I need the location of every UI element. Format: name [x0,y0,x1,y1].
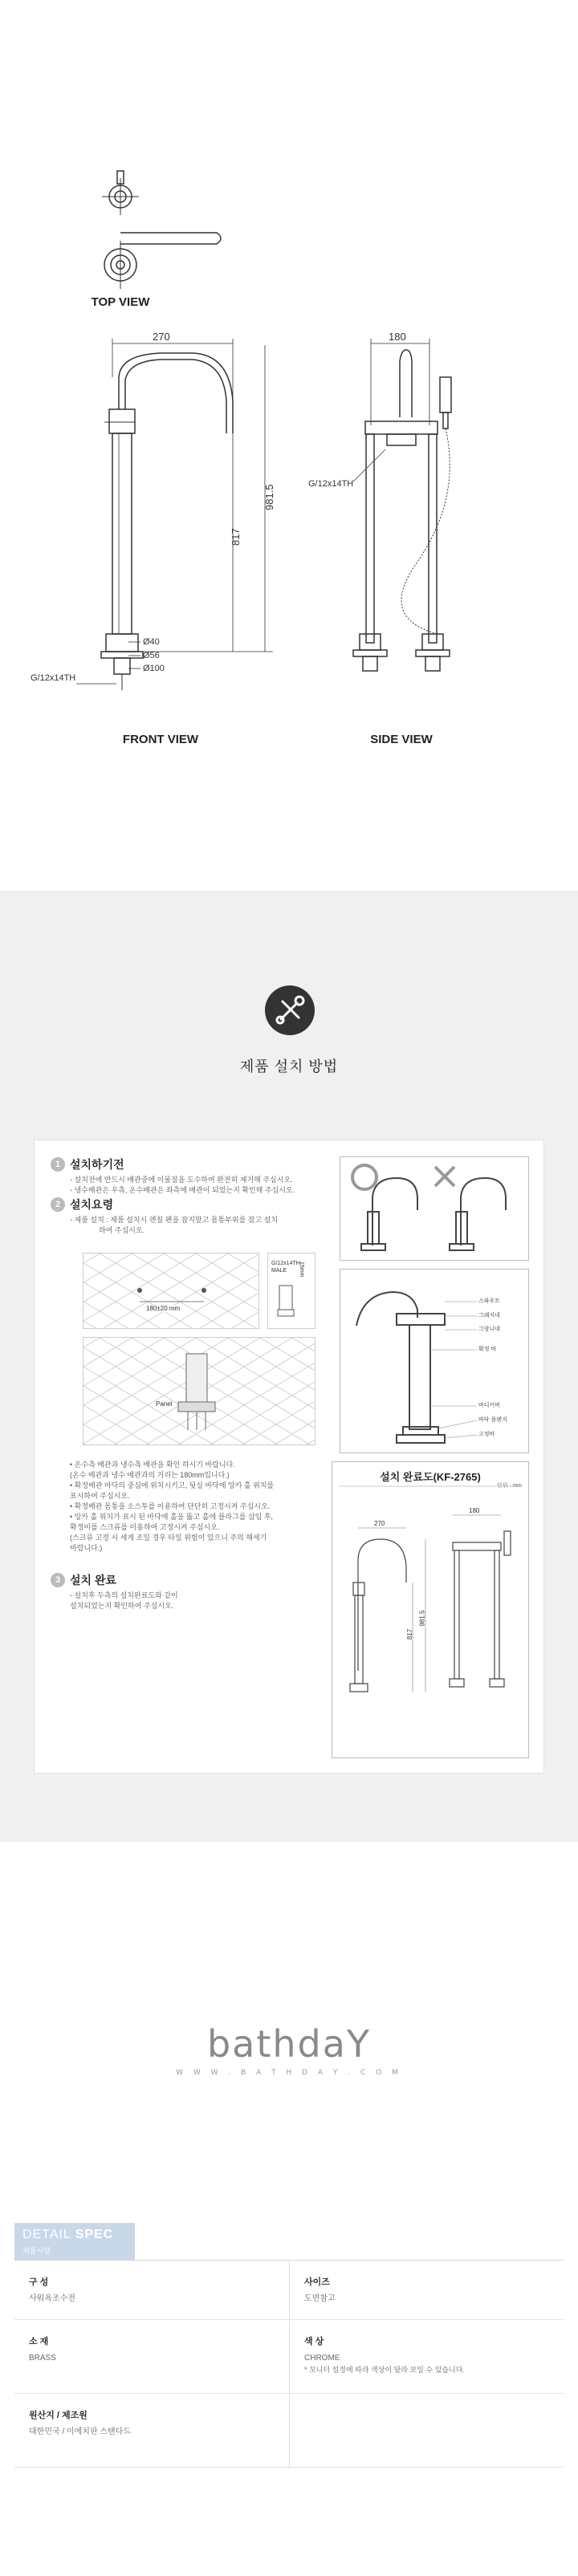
spec-cell [14,2394,289,2467]
completion-height-817: 817 [406,1628,414,1640]
front-height-dim: 817 [230,528,242,546]
spec-note: * 모니터 설정에 따라 색상이 달라 보일 수 있습니다. [304,2366,465,2374]
spec-tag-title-bold: SPEC [75,2228,114,2241]
step-text: 설치되었는지 확인하여 주십시오. [70,1602,174,1610]
spec-value: 샤워욕조수전 [29,2294,75,2303]
tile-pattern-2 [83,1338,315,1444]
spec-tag-subtitle: 제품사양 [22,2247,51,2255]
front-dia-100: Ø100 [143,664,165,673]
top-view-drawing [102,171,221,289]
spec-tag [14,2223,135,2260]
tile-pattern [83,1253,258,1328]
logo-wordmark: bathdaY [206,2022,372,2066]
part-label: 그래지네 [478,1313,501,1318]
body-fixing-diagram [83,1337,315,1445]
pipe-thread-svg [268,1253,315,1328]
front-total-height-dim: 981.5 [263,484,275,510]
spec-cell [14,2261,289,2319]
front-view-caption: FRONT VIEW [122,733,199,746]
completion-width-270: 270 [374,1520,385,1527]
side-view-caption: SIDE VIEW [370,733,433,746]
step-text: - 설치전에 반드시 배관중에 이물질을 도수하여 완전히 제거해 주십시오. [70,1176,293,1184]
spec-label: 소 재 [29,2337,49,2346]
logo-url: W W W . B A T H D A Y . C O M [176,2069,402,2077]
completion-height-981: 981.5 [418,1610,426,1627]
completion-title: 설치 완료도(KF-2765) [380,1471,481,1483]
tools-icon-svg [265,985,315,1035]
wrong-x-icon [435,1167,454,1186]
spec-cell [289,2394,564,2467]
step-title: 설치 완료 [70,1574,116,1587]
step-number: 1 [51,1157,65,1172]
side-width-dim: 180 [389,331,406,343]
step-title: 설치요령 [70,1198,114,1211]
note-line: 표시하여 주십시오. [70,1492,130,1500]
drawing-canvas [0,0,578,891]
tools-icon [265,985,315,1035]
spec-value: CHROME [304,2354,340,2363]
do-dont-panel [340,1156,529,1261]
step-install-complete [51,1572,340,1611]
unit-label: 단위 : mm [496,1483,522,1489]
note-line: 바랍니다.) [70,1544,103,1552]
pipe-depth-label: 15mm [299,1262,304,1278]
spec-value: BRASS [29,2354,56,2363]
brand-logo [0,2022,578,2077]
step-install-guide [51,1197,340,1236]
note-line: • 확정배관 몸통을 소스투를 이용하여 단단히 고정시켜 주십시오. [70,1502,271,1510]
front-width-dim: 270 [153,331,170,343]
note-line: (스크류 고정 시 세게 조일 경우 타일 위험이 있으니 주의 해세기 [70,1534,267,1542]
spec-row [14,2394,564,2468]
pipe-thread-label: G/12x14TH MALE [271,1261,300,1274]
part-label: 확정 바 [478,1347,497,1352]
spec-label: 사이즈 [304,2277,330,2287]
note-line: • 온수측 배관과 냉수측 배관을 확인 하시기 바랍니다. [70,1461,235,1469]
step-text: 하여 주십시오. [99,1226,145,1234]
pipe-distance-label: 180±20 mm [146,1305,181,1312]
installation-title: 제품 설치 방법 [239,1058,339,1075]
note-line: • 앙카 홀 위치가 표시 된 바닥에 홀을 뚫고 홀에 플라그를 삽입 후, [70,1513,274,1521]
part-label: 바닥 플랜지 [478,1417,507,1423]
parts-panel [340,1269,529,1453]
part-label: 스파우트 [478,1298,501,1304]
part-label: 고정바 [478,1432,495,1437]
installation-card [34,1140,544,1774]
spec-row [14,2320,564,2394]
completion-width-180: 180 [469,1507,480,1514]
completion-panel [332,1461,529,1758]
install-notes [51,1460,356,1554]
top-view-caption: TOP VIEW [91,295,150,309]
spec-table [14,2260,564,2468]
front-view-drawing [76,339,273,690]
pipe-distance-diagram [83,1253,259,1329]
spec-cell [289,2261,564,2319]
do-dont-svg [340,1157,528,1260]
step-text: - 제품 설치 : 제품 설치시 렌칠 펜을 잡지말고 몸통부위를 잡고 설치 [70,1216,279,1224]
spec-tag-title-light: DETAIL [22,2228,71,2241]
step-title: 설치하기전 [70,1158,124,1171]
note-line: 확정비를 스크류를 이용하여 고정시켜 주십시오. [70,1523,220,1531]
completion-svg [332,1462,528,1757]
spec-tag-title [22,2228,113,2242]
spec-value: 대한민국 / 이에치판 스탠다드 [29,2428,132,2436]
part-label: 바디커버 [478,1403,501,1408]
panel-label: Panel [156,1400,173,1408]
front-dia-56: Ø56 [143,651,160,660]
part-label: 그랑니네 [478,1327,501,1332]
front-thread-label: G/12x14TH [31,673,76,683]
installation-section [0,891,578,1842]
spec-cell [289,2320,564,2393]
step-before-install [51,1156,340,1196]
front-dia-40: Ø40 [143,637,160,647]
side-thread-label: G/12x14TH [308,479,354,489]
correct-circle-icon [352,1165,377,1189]
pipe-thread-diagram [267,1253,315,1329]
note-line: (온수 배관과 냉수 배관과의 거리는 180mm입니다.) [70,1471,230,1479]
spec-value: 도면참고 [304,2294,336,2303]
spec-row [14,2261,564,2320]
spec-label: 구 성 [29,2277,49,2287]
step-number: 2 [51,1197,65,1212]
technical-drawings [0,0,578,891]
spec-cell [14,2320,289,2393]
note-line: • 확정배관 바닥의 중심에 위치시키고, 뒷실 바닥에 앙카 홀 위치를 [70,1481,275,1489]
step-text: - 설치후 두측의 설치완료도와 같이 [70,1591,178,1599]
step-number: 3 [51,1573,65,1587]
spec-label: 색 상 [304,2337,324,2346]
spec-label: 원산지 / 제조원 [29,2411,88,2420]
step-text: - 냉수배관은 우측, 온수배관은 좌측에 배관이 되었는지 확인해 주십시오. [70,1186,295,1194]
side-view-drawing [353,339,451,671]
